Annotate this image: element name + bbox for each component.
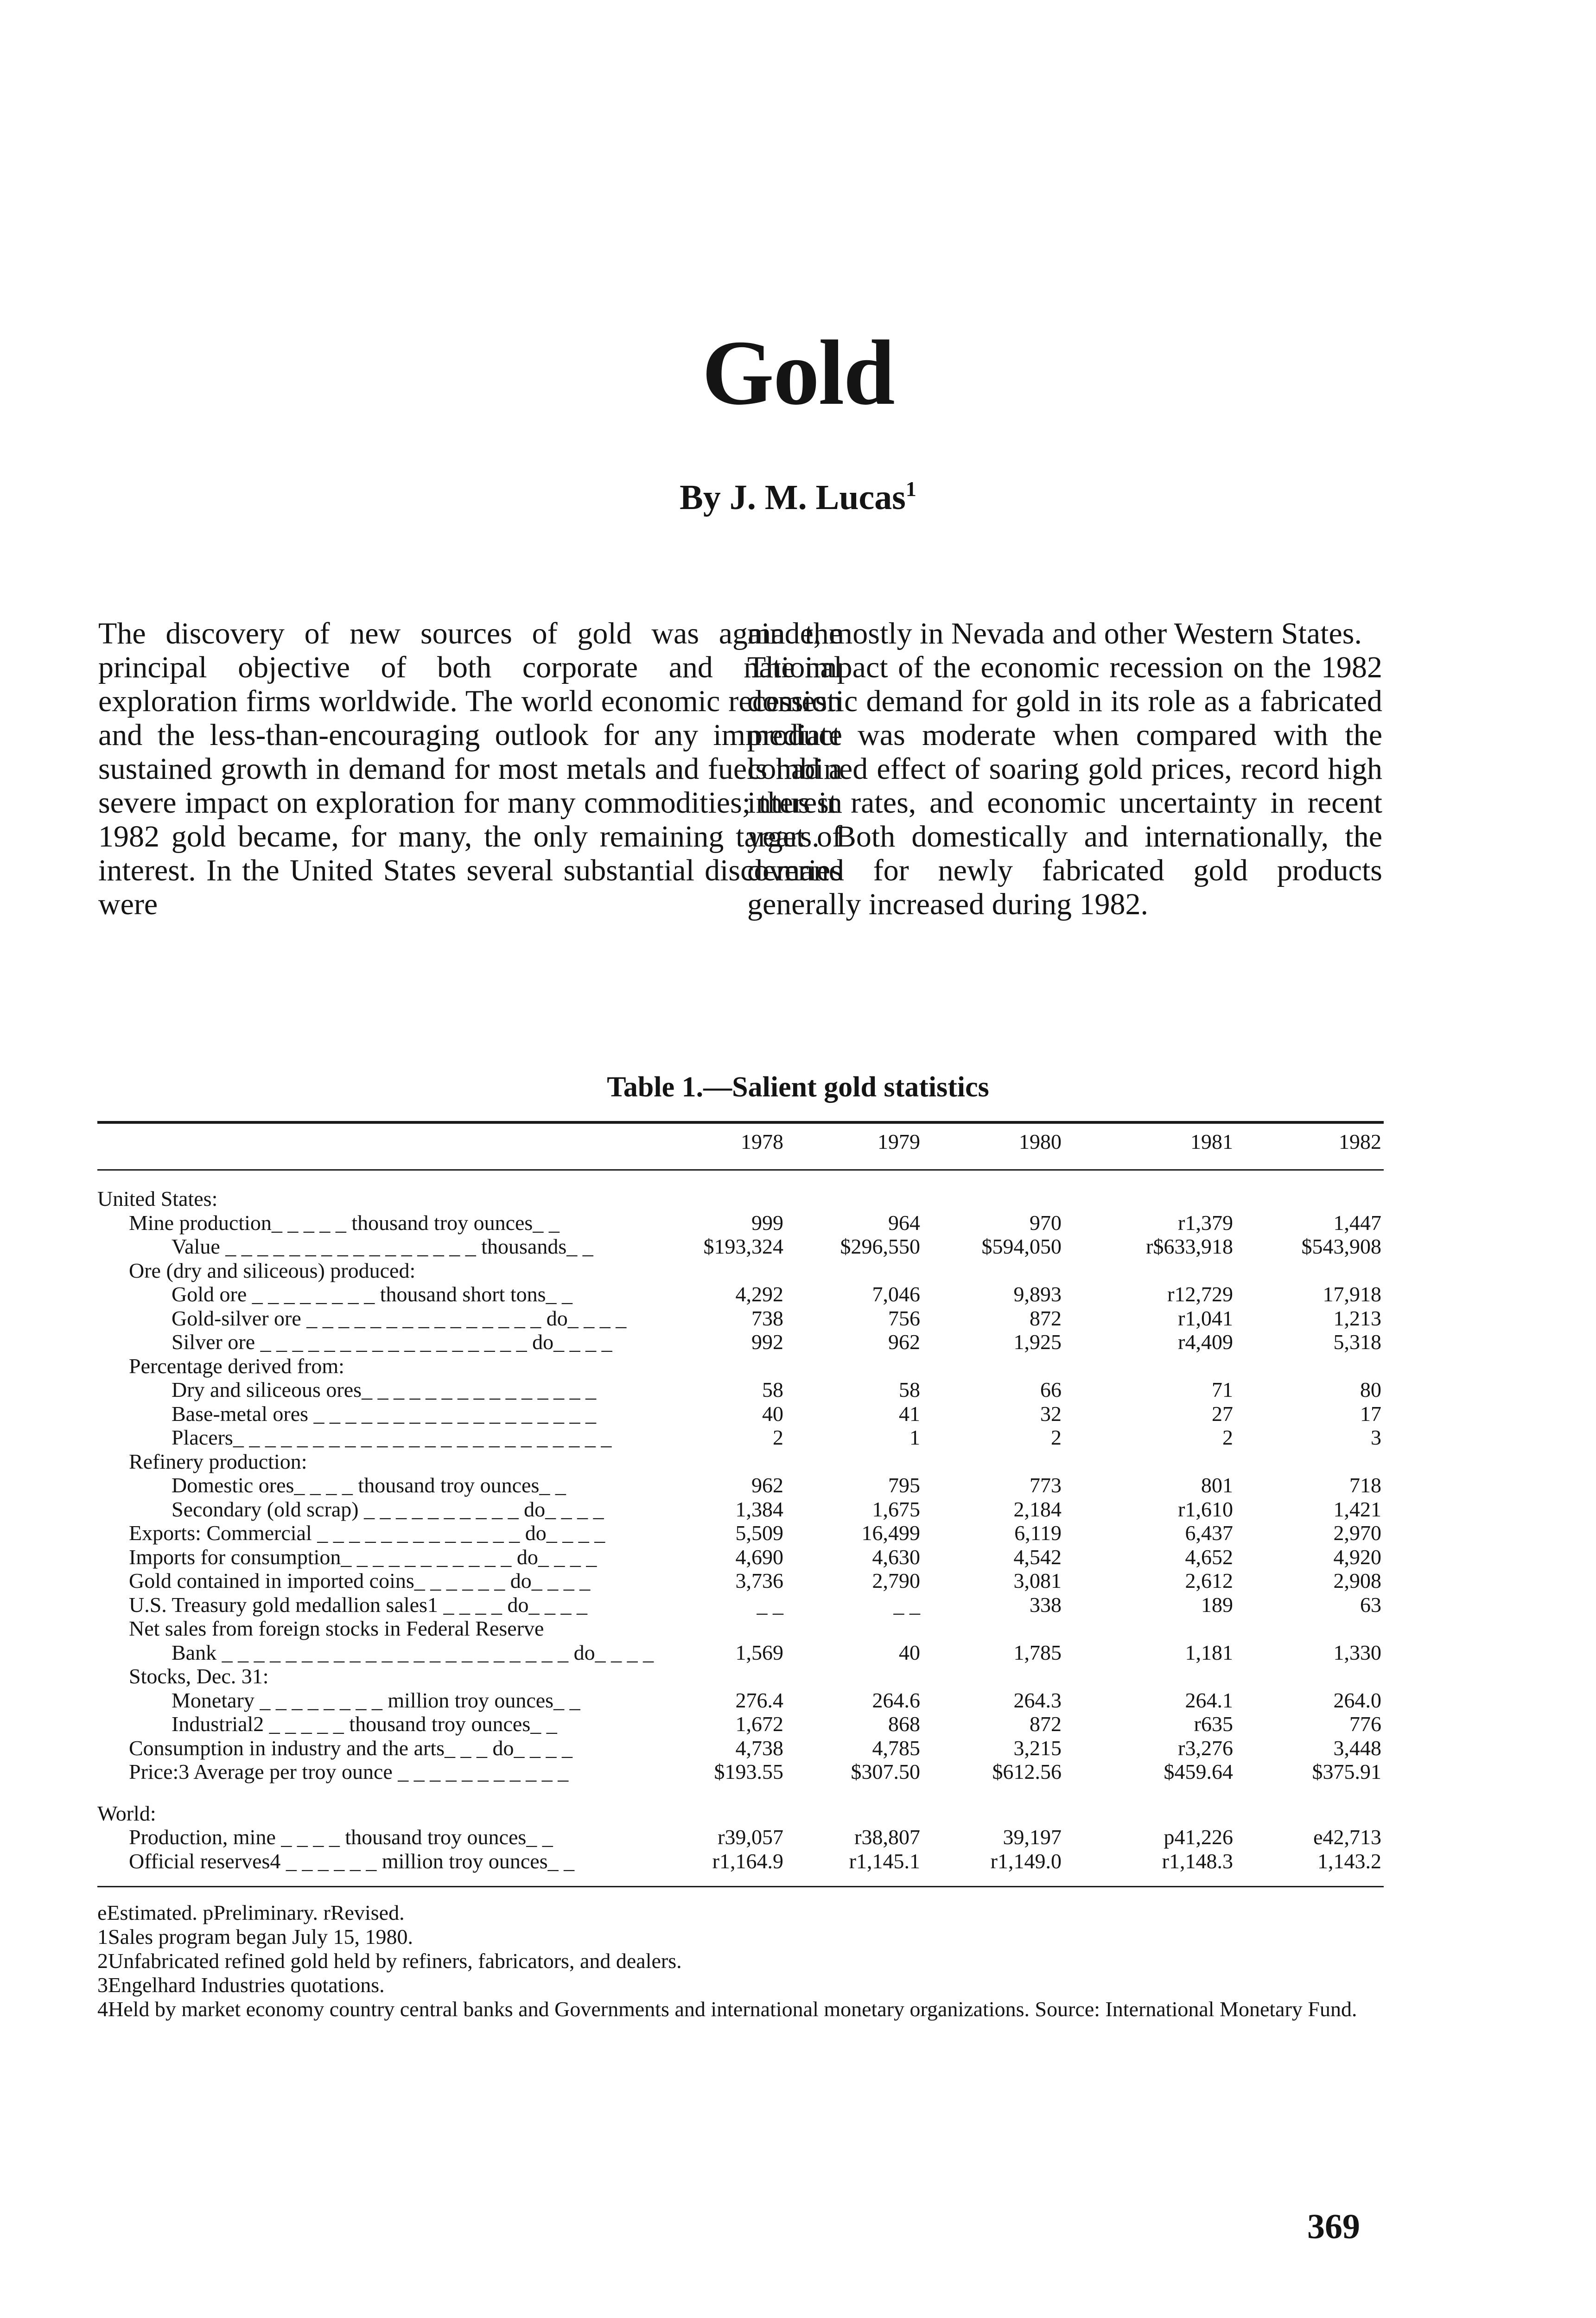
page-number: 369 <box>1307 2207 1360 2246</box>
table-cell: 16,499 <box>861 1521 920 1545</box>
table-cell: 2 <box>773 1426 783 1449</box>
table-cell: $375.91 <box>1312 1760 1381 1783</box>
table-cell: r4,409 <box>1178 1330 1233 1354</box>
table-cell: r635 <box>1194 1712 1233 1736</box>
author-name: By J. M. Lucas <box>680 478 906 517</box>
table-row <box>0 1569 1596 1593</box>
table-cell: 964 <box>888 1210 920 1235</box>
table-row <box>0 1211 1596 1235</box>
table-cell: 4,738 <box>735 1736 783 1760</box>
table-cell: 3,448 <box>1333 1736 1381 1760</box>
table-cell: 7,046 <box>872 1282 920 1306</box>
table-cell: 872 <box>1030 1712 1062 1736</box>
table-cell: 4,920 <box>1333 1545 1381 1569</box>
table-cell: 4,542 <box>1013 1545 1062 1569</box>
table-cell: 2,908 <box>1333 1569 1381 1592</box>
row-label: Imports for consumption_ _ _ _ _ _ _ _ _ _ _ do_ _ _ _ <box>129 1545 597 1569</box>
table-cell: 71 <box>1212 1378 1233 1401</box>
column-header-year: 1980 <box>1019 1130 1062 1153</box>
table-cell: 3,736 <box>735 1569 783 1592</box>
row-label: Production, mine _ _ _ _ thousand troy ounces_ _ <box>129 1825 553 1849</box>
table-cell: 801 <box>1201 1473 1233 1497</box>
table-cell: 32 <box>1040 1401 1062 1426</box>
table-cell: 39,197 <box>1003 1825 1062 1849</box>
table-cell: $543,908 <box>1301 1235 1381 1258</box>
table-cell: 4,652 <box>1185 1545 1233 1569</box>
table-cell: 795 <box>888 1473 920 1497</box>
table-cell: 9,893 <box>1013 1282 1062 1306</box>
body-paragraph: The impact of the economic recession on the 1982 domestic demand for gold in its role as a fabricated product was moderate when compared with the combined effect of soaring gold prices, record high interest rates, and economic uncertainty in recent years. Both domestically and internationally, the demand for newly fabricated gold products generally increased during 1982. <box>747 650 1382 921</box>
table-cell: 4,630 <box>872 1545 920 1569</box>
row-label: Refinery production: <box>129 1449 307 1473</box>
row-label: Net sales from foreign stocks in Federal Reserve <box>129 1617 544 1640</box>
table-cell: 40 <box>899 1640 920 1664</box>
table-row <box>0 1521 1596 1545</box>
table-row <box>0 1402 1596 1426</box>
table-cell: 738 <box>751 1306 783 1330</box>
table-cell: 1,569 <box>735 1640 783 1664</box>
table-cell: 2 <box>1222 1426 1233 1449</box>
table-cell: r38,807 <box>854 1825 920 1849</box>
author-footnote-mark: 1 <box>905 477 916 501</box>
table-cell: r1,149.0 <box>990 1849 1062 1873</box>
table-cell: 1,675 <box>872 1497 920 1521</box>
table-cell: 4,690 <box>735 1545 783 1569</box>
page-title: Gold <box>702 322 894 424</box>
table-cell: 756 <box>888 1306 920 1330</box>
table-row <box>0 1187 1596 1211</box>
table-row <box>0 1235 1596 1259</box>
table-cell: 58 <box>899 1378 920 1401</box>
column-header-year: 1982 <box>1339 1130 1381 1153</box>
table-row <box>0 1736 1596 1760</box>
table-cell: 41 <box>899 1401 920 1426</box>
table-cell: 962 <box>751 1473 783 1497</box>
row-label: Dry and siliceous ores_ _ _ _ _ _ _ _ _ _ _ _ _ _ _ <box>172 1378 597 1401</box>
table-row <box>0 1760 1596 1784</box>
table-cell: 773 <box>1030 1473 1062 1497</box>
table-cell: 1,421 <box>1333 1497 1381 1521</box>
table-cell: 6,119 <box>1014 1521 1062 1545</box>
table-cell: 1 <box>909 1426 920 1449</box>
table-cell: 4,785 <box>872 1736 920 1760</box>
table-cell: r1,041 <box>1178 1306 1233 1330</box>
table-row <box>0 1473 1596 1497</box>
table-cell: 264.1 <box>1185 1688 1233 1712</box>
footnote: 4Held by market economy country central banks and Governments and international monetary organizations. Source: International Monetary Fund. <box>97 1997 1357 2021</box>
table-cell: 17 <box>1360 1401 1381 1426</box>
table-cell: 3,081 <box>1013 1569 1062 1592</box>
table-cell: 189 <box>1201 1592 1233 1617</box>
table-row <box>0 1426 1596 1450</box>
table-row <box>0 1378 1596 1402</box>
table-header-rule <box>97 1169 1384 1171</box>
table-row <box>0 1802 1596 1826</box>
body-column-right <box>747 617 1382 921</box>
row-label: Official reserves4 _ _ _ _ _ _ million troy ounces_ _ <box>129 1849 575 1873</box>
table-cell: 58 <box>762 1378 783 1401</box>
row-label: Percentage derived from: <box>129 1354 344 1378</box>
table-row <box>0 1664 1596 1688</box>
table-cell: _ _ <box>757 1592 783 1617</box>
table-cell: 3 <box>1371 1426 1381 1449</box>
table-row <box>0 1330 1596 1354</box>
table-row <box>0 1825 1596 1849</box>
footnote: 3Engelhard Industries quotations. <box>97 1973 385 1997</box>
table-cell: 1,925 <box>1013 1330 1062 1354</box>
table-cell: 6,437 <box>1185 1521 1233 1545</box>
row-label: Gold-silver ore _ _ _ _ _ _ _ _ _ _ _ _ _ _ _ do_ _ _ _ <box>172 1306 627 1330</box>
row-label: Base-metal ores _ _ _ _ _ _ _ _ _ _ _ _ _ _ _ _ _ _ <box>172 1401 597 1426</box>
row-label: Consumption in industry and the arts_ _ _ do_ _ _ _ <box>129 1736 573 1760</box>
table-cell: 3,215 <box>1013 1736 1062 1760</box>
column-header-year: 1978 <box>741 1130 783 1153</box>
table-cell: 17,918 <box>1323 1282 1381 1306</box>
table-cell: $193.55 <box>714 1760 783 1783</box>
table-row <box>0 1641 1596 1665</box>
table-cell: 776 <box>1349 1712 1381 1736</box>
row-label: Monetary _ _ _ _ _ _ _ _ million troy ounces_ _ <box>172 1688 580 1712</box>
table-cell: 1,384 <box>735 1497 783 1521</box>
row-label: Gold ore _ _ _ _ _ _ _ _ thousand short tons_ _ <box>172 1282 573 1306</box>
table-cell: 1,672 <box>735 1712 783 1736</box>
row-label: Price:3 Average per troy ounce _ _ _ _ _ _ _ _ _ _ _ <box>129 1760 569 1783</box>
table-row <box>0 1849 1596 1873</box>
table-cell: $296,550 <box>840 1235 920 1258</box>
table-row <box>0 1354 1596 1378</box>
footnote: 1Sales program began July 15, 1980. <box>97 1925 413 1949</box>
table-cell: 1,447 <box>1333 1210 1381 1235</box>
table-cell: r1,164.9 <box>712 1849 783 1873</box>
row-label: Ore (dry and siliceous) produced: <box>129 1258 416 1282</box>
row-label: United States: <box>97 1187 218 1210</box>
table-cell: r$633,918 <box>1146 1235 1233 1258</box>
table-cell: p41,226 <box>1164 1825 1233 1849</box>
table-cell: 2,790 <box>872 1569 920 1592</box>
table-cell: _ _ <box>893 1592 920 1617</box>
table-footnotes <box>97 1901 1384 2021</box>
column-header-year: 1979 <box>877 1130 920 1153</box>
table-cell: 2,970 <box>1333 1521 1381 1545</box>
table-cell: 992 <box>751 1330 783 1354</box>
table-cell: 80 <box>1360 1378 1381 1401</box>
row-label: Silver ore _ _ _ _ _ _ _ _ _ _ _ _ _ _ _ _ _ do_ _ _ _ <box>172 1330 612 1354</box>
table-cell: 1,785 <box>1013 1640 1062 1664</box>
table-cell: 27 <box>1212 1401 1233 1426</box>
table-top-rule <box>97 1121 1384 1124</box>
body-paragraph: The discovery of new sources of gold was again the principal objective of both corporate and national exploration firms worldwide. The world economic recession and the less-than-encouraging outlook for any immediate sustained growth in demand for most metals and fuels had a severe impact on exploration for many commodities; thus in 1982 gold became, for many, the only remaining target of interest. In the United States several substantial discoveries were <box>98 617 842 921</box>
table-cell: 1,330 <box>1333 1640 1381 1664</box>
row-label: Placers_ _ _ _ _ _ _ _ _ _ _ _ _ _ _ _ _ _ _ _ _ _ _ _ <box>172 1426 612 1449</box>
table-header <box>0 1129 1596 1157</box>
table-cell: $459.64 <box>1164 1760 1233 1783</box>
body-paragraph: made, mostly in Nevada and other Western States. <box>747 617 1362 650</box>
row-label: Exports: Commercial _ _ _ _ _ _ _ _ _ _ _ _ _ do_ _ _ _ <box>129 1521 605 1545</box>
table-cell: 5,509 <box>735 1521 783 1545</box>
table-row <box>0 1259 1596 1283</box>
table-cell: r39,057 <box>718 1825 783 1849</box>
row-label: Bank _ _ _ _ _ _ _ _ _ _ _ _ _ _ _ _ _ _ _ _ _ _ do_ _ _ _ <box>172 1640 654 1664</box>
table-cell: 264.0 <box>1333 1688 1381 1712</box>
table-cell: 264.3 <box>1013 1688 1062 1712</box>
table-cell: 5,318 <box>1333 1330 1381 1354</box>
table-row <box>0 1497 1596 1522</box>
table-row <box>0 1450 1596 1474</box>
table-cell: 276.4 <box>735 1688 783 1712</box>
table-row <box>0 1282 1596 1306</box>
table-cell: 1,213 <box>1333 1306 1381 1330</box>
row-label: World: <box>97 1801 156 1825</box>
row-label: Mine production_ _ _ _ _ thousand troy ounces_ _ <box>129 1210 560 1235</box>
table-row <box>0 1545 1596 1569</box>
table-cell: 2,184 <box>1013 1497 1062 1521</box>
table-cell: 999 <box>751 1210 783 1235</box>
table-row <box>0 1688 1596 1713</box>
table-cell: 4,292 <box>735 1282 783 1306</box>
table-cell: 338 <box>1030 1592 1062 1617</box>
table-row <box>0 1712 1596 1736</box>
table-cell: 868 <box>888 1712 920 1736</box>
table-cell: $594,050 <box>981 1235 1062 1258</box>
table-cell: 970 <box>1030 1210 1062 1235</box>
table-cell: r12,729 <box>1167 1282 1233 1306</box>
footnote: eEstimated. pPreliminary. rRevised. <box>97 1901 405 1924</box>
table-row <box>0 1593 1596 1617</box>
author-line <box>0 478 1596 518</box>
table-cell: $612.56 <box>992 1760 1062 1783</box>
table-cell: r1,610 <box>1178 1497 1233 1521</box>
table-cell: 2 <box>1051 1426 1062 1449</box>
table-cell: 40 <box>762 1401 783 1426</box>
row-label: Secondary (old scrap) _ _ _ _ _ _ _ _ _ _ do_ _ _ _ <box>172 1497 604 1521</box>
table-row <box>0 1306 1596 1331</box>
table-cell: 1,143.2 <box>1317 1849 1381 1873</box>
table-cell: r1,379 <box>1178 1210 1233 1235</box>
table-cell: 2,612 <box>1185 1569 1233 1592</box>
table-cell: r3,276 <box>1178 1736 1233 1760</box>
table-cell: 718 <box>1349 1473 1381 1497</box>
table-cell: 63 <box>1360 1592 1381 1617</box>
table-cell: r1,148.3 <box>1162 1849 1233 1873</box>
column-header-year: 1981 <box>1190 1130 1233 1153</box>
table-cell: 264.6 <box>872 1688 920 1712</box>
table-cell: 962 <box>888 1330 920 1354</box>
table-cell: r1,145.1 <box>849 1849 920 1873</box>
table-cell: $307.50 <box>851 1760 920 1783</box>
table-title: Table 1.—Salient gold statistics <box>607 1071 989 1103</box>
table-cell: 872 <box>1030 1306 1062 1330</box>
table-row <box>0 1617 1596 1641</box>
table-cell: e42,713 <box>1313 1825 1381 1849</box>
table-cell: 66 <box>1040 1378 1062 1401</box>
row-label: Industrial2 _ _ _ _ _ thousand troy ounces_ _ <box>172 1712 557 1736</box>
table-cell: $193,324 <box>703 1235 783 1258</box>
row-label: Value _ _ _ _ _ _ _ _ _ _ _ _ _ _ _ _ thousands_ _ <box>172 1235 593 1258</box>
row-label: U.S. Treasury gold medallion sales1 _ _ _ _ do_ _ _ _ <box>129 1592 587 1617</box>
table-cell: 1,181 <box>1185 1640 1233 1664</box>
body-column-left <box>98 617 842 921</box>
row-label: Domestic ores_ _ _ _ thousand troy ounces_ _ <box>172 1473 566 1497</box>
table-bottom-rule <box>97 1886 1384 1887</box>
row-label: Stocks, Dec. 31: <box>129 1664 269 1688</box>
table-body <box>0 1187 1596 1873</box>
row-label: Gold contained in imported coins_ _ _ _ _ _ do_ _ _ _ <box>129 1569 591 1592</box>
footnote: 2Unfabricated refined gold held by refiners, fabricators, and dealers. <box>97 1949 682 1973</box>
